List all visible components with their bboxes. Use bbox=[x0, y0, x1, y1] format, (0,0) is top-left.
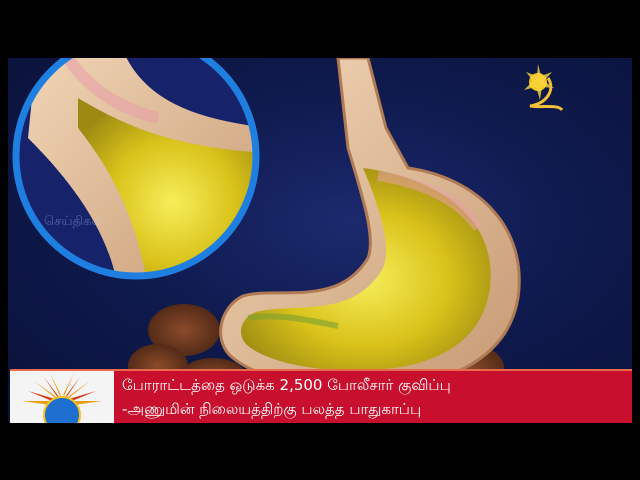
zoom-circle bbox=[16, 58, 268, 288]
sun-logo-icon bbox=[10, 371, 114, 423]
ticker-line-1: போராட்டத்தை ஒடுக்க 2,500 போலீசார் குவிப்பு bbox=[122, 376, 451, 394]
channel-logo-icon bbox=[508, 60, 572, 124]
ticker-line-2: -அணுமின் நிலையத்திற்கு பலத்த பாதுகாப்பு bbox=[122, 400, 422, 418]
video-frame bbox=[8, 58, 632, 422]
stomach bbox=[221, 58, 520, 388]
ticker-logo bbox=[10, 371, 114, 423]
ticker-text bbox=[122, 373, 626, 421]
channel-watermark: செய்திகள் bbox=[44, 214, 104, 229]
news-ticker bbox=[10, 369, 632, 423]
